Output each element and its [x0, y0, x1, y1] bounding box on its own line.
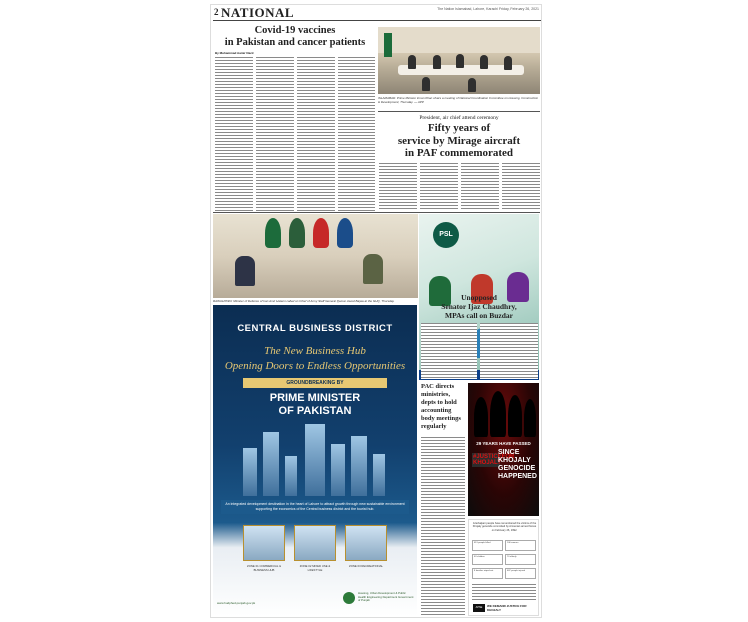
silhouette-figure [508, 395, 522, 437]
page-number: 2 [214, 7, 219, 17]
prime-minister-line-2: OF PAKISTAN [278, 405, 352, 417]
silhouette-figure [524, 399, 536, 437]
newspaper-page [210, 4, 542, 618]
headline-line: Senator Ijaz Chaudhry, [441, 302, 517, 311]
masthead [213, 5, 541, 21]
story-pac-column [421, 437, 465, 615]
flag [337, 218, 353, 248]
cbd-blurb: An integrated development destination in the heart of Lahore to attract growth through new sustainable environment supporting the economics of the Central business district and the tourist hub. [221, 500, 409, 514]
zone-caption: ZONE 01 COMMERCIAL & BUSINESS HUB [247, 564, 281, 572]
headline-line: in PAF commemorated [404, 147, 514, 159]
khojaly-body-text [472, 584, 536, 600]
person [433, 55, 441, 69]
story-paf-column-3 [461, 163, 499, 211]
tower-illustration [373, 454, 385, 496]
psl-logo: PSL [433, 222, 459, 248]
flag [289, 218, 305, 248]
story-paf-column-2 [420, 163, 458, 211]
headline-line: Fifty years of [427, 122, 491, 134]
genocide-statement [498, 449, 538, 481]
tower-illustration [331, 444, 345, 496]
khojaly-intro-text: Azerbaijani people have remembered the victims of the Khojaly genocide committed by Armenian armed forces on February 26, 1992. [472, 522, 537, 532]
flag [265, 218, 281, 248]
story-covid-column-3 [297, 57, 335, 211]
zone-thumbnail [294, 525, 336, 561]
department-name: Housing, Urban Development & Public Health Engineering Department Government of Punjab [358, 591, 414, 602]
person [456, 54, 464, 68]
headline-line: accounting [421, 407, 452, 414]
story-covid-headline [215, 25, 375, 49]
story-buzdar-headline [425, 293, 533, 320]
cbd-website-link[interactable]: www.hudphed.punjab.gov.pk [217, 601, 256, 605]
khojaly-advertisement[interactable] [468, 383, 539, 516]
story-covid-byline: By Muhammad Aamir Nazir [215, 51, 254, 55]
story-paf-headline [383, 122, 535, 160]
tower-illustration [305, 424, 325, 496]
groundbreaking-label: GROUNDBREAKING BY [243, 378, 387, 388]
statement-line: KHOJALY [498, 457, 531, 464]
aps-logo: APSE [473, 604, 485, 612]
tower-illustration [285, 456, 297, 496]
headline-line: Covid-19 vaccines [254, 25, 336, 36]
headline-line: Unopposed [461, 293, 497, 302]
zone-thumbnail [345, 525, 387, 561]
headline-line: regularly [421, 423, 447, 430]
cbd-advertisement[interactable] [213, 305, 417, 616]
silhouette-figure [474, 397, 488, 437]
meeting-photo-caption: ISLAMABAD: Prime Minister Imran Khan chairs a meeting of National Coordination Committee on Housing, Construction & Development, Thursday. — APP [378, 96, 539, 104]
dateline: The Nation Islamabad, Lahore, Karachi Friday, February 26, 2021 [437, 7, 539, 11]
fact-box: 63 children [472, 554, 503, 565]
story-pac-headline [421, 383, 465, 431]
story-buzdar-column-2 [480, 323, 538, 379]
divider [213, 212, 540, 213]
statement-line: SINCE [498, 449, 520, 456]
headline-line: ministries, [421, 391, 451, 398]
zone-thumbnail [243, 525, 285, 561]
headline-line: MPAs call on Buzdar [445, 311, 513, 320]
headline-line: in Pakistan and cancer patients [224, 37, 366, 48]
story-paf-column-1 [379, 163, 417, 211]
person [408, 55, 416, 69]
punjab-government-seal-icon [343, 592, 355, 604]
headline-line: PAC directs [421, 383, 455, 390]
headline-line: service by Mirage aircraft [397, 134, 521, 147]
silhouette-figure [490, 391, 506, 437]
statement-line: HAPPENED [498, 473, 537, 480]
story-paf-kicker: President, air chief attend ceremony [419, 115, 499, 121]
tower-illustration [263, 432, 279, 496]
cbd-title: CENTRAL BUSINESS DISTRICT [237, 323, 393, 334]
section-title: NATIONAL [221, 5, 295, 20]
zone-caption: ZONE 02 MIXED USE & LIFESTYLE [299, 564, 331, 572]
person [235, 256, 255, 286]
flag [313, 218, 329, 248]
person [363, 254, 383, 284]
story-buzdar-column-1 [421, 323, 477, 379]
fact-box: 106 women [505, 540, 536, 551]
prime-minister-line-1: PRIME MINISTER [269, 392, 361, 404]
headline-line: depts to hold [421, 399, 457, 406]
person [468, 78, 476, 92]
zone-caption: ZONE 03 RECREATIONAL [349, 564, 383, 568]
khojaly-facts-panel [468, 519, 539, 616]
photo-wall [378, 27, 540, 53]
fact-box: 8 families wiped out [472, 568, 503, 579]
flag [384, 33, 392, 57]
divider [378, 111, 540, 112]
cbd-tagline-2: Opening Doors to Endless Opportunities [224, 360, 406, 372]
story-covid-column-4 [338, 57, 375, 211]
tower-illustration [243, 448, 257, 496]
ghq-photo-caption: RAWALPINDI: Minister of Defence of Iran Amir Hatami called on Chief of Army Staff General Qamar Javed Bajwa at the GHQ, Thursday. [213, 299, 395, 303]
person [480, 55, 488, 69]
years-passed-label: 29 YEARS HAVE PASSED [476, 441, 531, 446]
ghq-meeting-photo [213, 214, 418, 298]
fact-box: 613 people killed [472, 540, 503, 551]
headline-line: body meetings [421, 415, 461, 422]
fact-box: 70 elderly [505, 554, 536, 565]
justice-hashtag: #JUSTICEFOR KHOJALY [473, 454, 515, 466]
story-covid-column-1 [215, 57, 253, 211]
person [422, 77, 430, 91]
cbd-tagline-1: The New Business Hub [264, 345, 366, 357]
story-covid-column-2 [256, 57, 294, 211]
tower-illustration [351, 436, 367, 496]
demand-justice-text: WE DEMAND JUSTICE FOR KHOJALY [487, 604, 527, 612]
fact-box: 487 people injured [505, 568, 536, 579]
person [504, 56, 512, 70]
statement-line: GENOCIDE [498, 465, 536, 472]
meeting-photo [378, 27, 540, 94]
story-paf-column-4 [502, 163, 540, 211]
